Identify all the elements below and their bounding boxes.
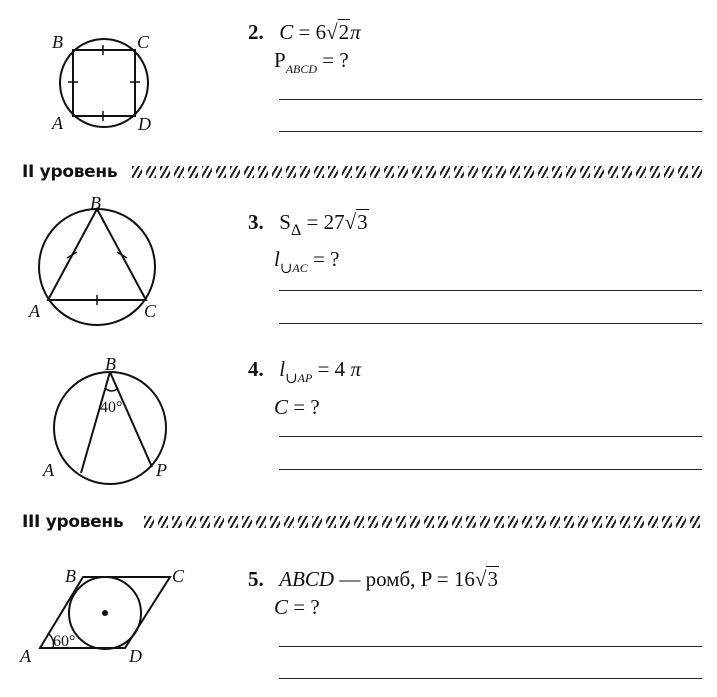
level-2-header [22,160,702,184]
label-C: C [144,301,157,321]
circle [54,372,166,484]
answer-line[interactable] [279,646,702,647]
hatch-divider [132,166,702,178]
angle-label: 40° [100,399,123,416]
answer-line[interactable] [279,323,702,324]
figure-inscribed-angle [25,358,185,488]
label-A: A [20,646,31,666]
answer-line[interactable] [279,469,702,470]
answer-line[interactable] [279,436,702,437]
triangle-abc [48,209,146,300]
label-D: D [129,646,142,666]
problem-5: 5. ABCD — ромб, P = 16√3 C = ? [248,567,498,619]
problem-number: 4. [248,357,264,381]
label-B: B [90,195,101,213]
problem-number: 5. [248,567,264,591]
answer-line[interactable] [279,290,702,291]
answer-line[interactable] [279,678,702,679]
answer-line[interactable] [279,99,702,100]
label-C: C [137,32,150,52]
problem-2: 2. C = 6√2π $P_{ABCD}$ = ? [248,20,361,76]
label-D: D [138,114,151,134]
level-title: III уровень [22,512,124,532]
label-B: B [52,32,63,52]
label-P: P [156,460,167,480]
level-3-header [22,510,702,534]
label-B: B [105,358,116,374]
label-B: B [65,566,76,586]
angle-arc [105,388,118,391]
figure-circle-in-rhombus [15,560,205,670]
circle [39,209,155,325]
label-A: A [52,113,63,133]
center-point [102,610,108,616]
problem-4: 4. $l_{\cup AP} = 4$ π C = ? [248,357,361,419]
label-C: C [172,566,185,586]
problem-number: 3. [248,210,264,234]
label-A: A [43,460,54,480]
label-A: A [29,301,40,321]
answer-line[interactable] [279,131,702,132]
problem-3: 3. $S_\Delta = 27√3$ $l_{\cup AC}$ = ? [248,210,368,277]
level-title: II уровень [22,162,118,182]
figure-triangle-in-circle [25,195,175,330]
hatch-divider [144,516,702,528]
angle-label: 60° [53,633,76,650]
square-abcd [73,50,135,116]
figure-square-in-circle [40,28,170,138]
problem-number: 2. [248,20,264,44]
